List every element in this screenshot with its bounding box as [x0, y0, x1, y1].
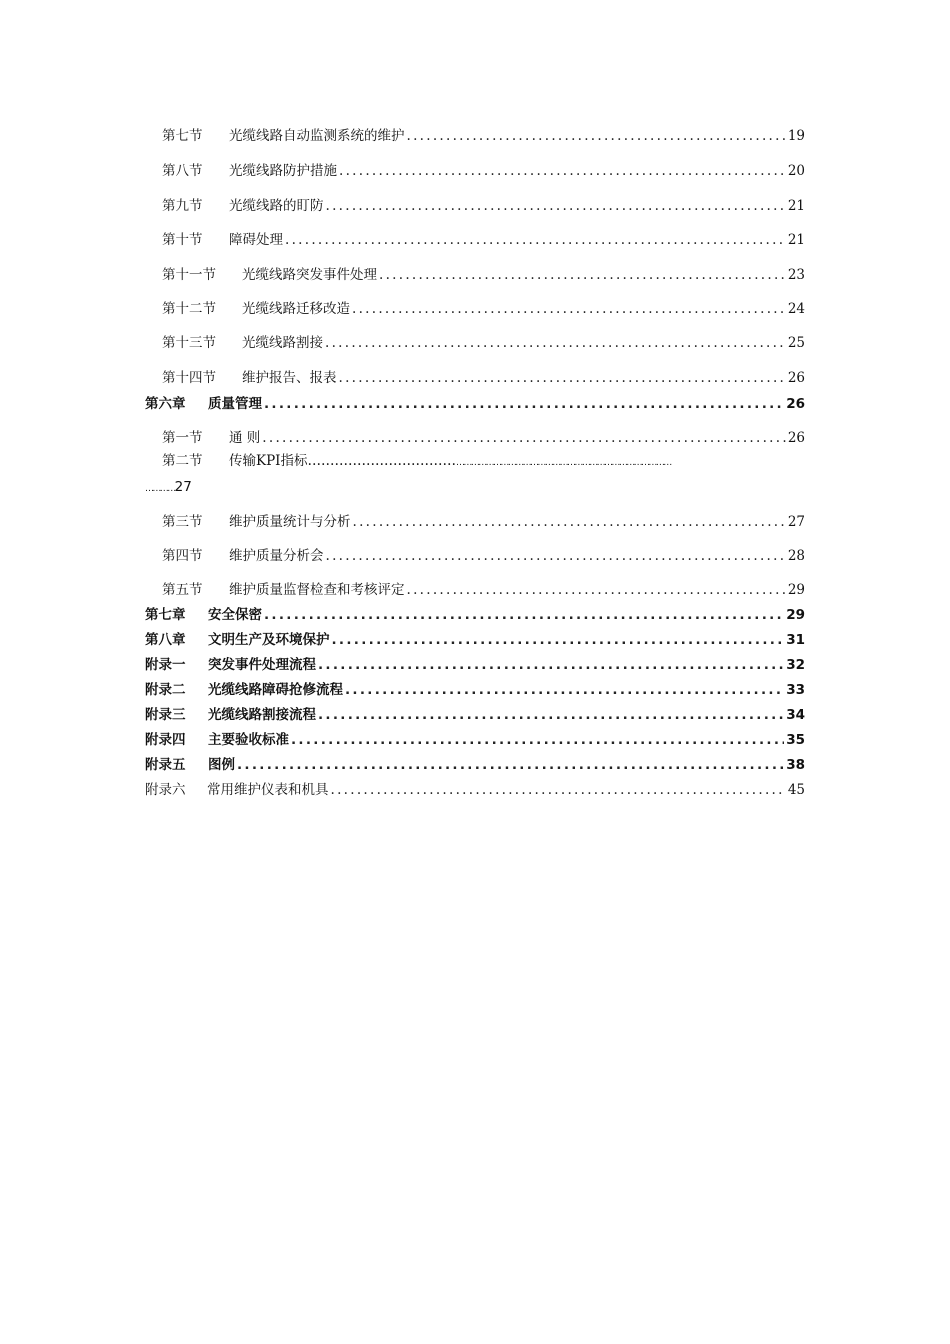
toc-entry-title: 光缆线路割接流程	[208, 707, 316, 723]
toc-entry-leader	[325, 334, 786, 352]
toc-entry-page: 35	[786, 732, 805, 748]
toc-entry-kpi-continued[interactable]	[145, 478, 192, 498]
toc-entry-title: 维护质量监督检查和考核评定	[229, 582, 405, 598]
toc-entry[interactable]	[162, 266, 805, 284]
toc-entry[interactable]	[162, 547, 805, 565]
toc-entry-number: 附录六	[145, 782, 186, 798]
toc-entry-leader-dense: …………	[145, 484, 175, 494]
toc-entry-page: 23	[787, 267, 805, 283]
toc-entry-title: 维护质量统计与分析	[229, 514, 351, 530]
toc-entry-leader	[352, 300, 786, 318]
toc-entry-title: 图例	[208, 757, 235, 773]
toc-entry-title: 光缆线路自动监测系统的维护	[229, 128, 405, 144]
toc-entry-leader	[291, 731, 784, 749]
toc-entry-title: 通 则	[229, 430, 261, 446]
toc-entry-title: 维护质量分析会	[229, 548, 324, 564]
toc-entry-page: 26	[786, 396, 805, 412]
toc-entry-leader: ……………………………	[307, 453, 457, 469]
toc-entry[interactable]	[145, 731, 805, 749]
toc-entry-number: 第十一节	[162, 267, 216, 283]
toc-entry-leader	[237, 756, 784, 774]
toc-entry-page: 20	[787, 163, 805, 179]
toc-entry-page: 33	[786, 682, 805, 698]
toc-entry-page: 27	[787, 514, 805, 530]
toc-entry-title: 障碍处理	[229, 232, 283, 248]
toc-entry-number: 第十三节	[162, 335, 216, 351]
toc-entry-number: 第四节	[162, 548, 203, 564]
toc-entry-number: 第二节	[162, 453, 203, 469]
toc-entry-number: 第六章	[145, 396, 186, 412]
toc-entry-leader	[339, 369, 786, 387]
toc-entry-page: 25	[787, 335, 805, 351]
toc-entry[interactable]	[162, 334, 805, 352]
toc-entry[interactable]	[145, 606, 805, 624]
toc-entry[interactable]	[162, 300, 805, 318]
toc-entry-leader	[332, 631, 785, 649]
toc-entry-page: 29	[786, 607, 805, 623]
toc-entry-title: 质量管理	[208, 396, 262, 412]
toc-entry-page: 26	[787, 370, 805, 386]
toc-entry-page: 38	[786, 757, 805, 773]
toc-entry-kpi[interactable]	[162, 452, 812, 472]
toc-entry[interactable]	[162, 231, 805, 249]
toc-entry-page: 32	[786, 657, 805, 673]
toc-entry-number: 附录三	[145, 707, 186, 723]
toc-entry[interactable]	[162, 513, 805, 531]
toc-entry[interactable]	[145, 706, 805, 724]
toc-entry-leader	[285, 231, 786, 249]
toc-entry-number: 第八章	[145, 632, 186, 648]
toc-entry[interactable]	[162, 197, 805, 215]
toc-entry-title: 光缆线路突发事件处理	[242, 267, 377, 283]
toc-entry-title: 光缆线路迁移改造	[242, 301, 350, 317]
toc-entry-page: 28	[787, 548, 805, 564]
toc-entry-title: 传输KPI指标	[229, 453, 308, 469]
toc-entry-leader	[318, 706, 784, 724]
toc-entry-title: 光缆线路的盯防	[229, 198, 324, 214]
toc-entry-number: 第一节	[162, 430, 203, 446]
toc-entry-title: 突发事件处理流程	[208, 657, 316, 673]
toc-entry-number: 附录五	[145, 757, 186, 773]
toc-entry[interactable]	[145, 395, 805, 413]
toc-entry[interactable]	[145, 756, 805, 774]
toc-entry-title: 维护报告、报表	[242, 370, 337, 386]
toc-entry-title: 安全保密	[208, 607, 262, 623]
toc-entry[interactable]	[162, 369, 805, 387]
toc-entry-number: 第三节	[162, 514, 203, 530]
toc-entry-page: 19	[787, 128, 805, 144]
toc-entry-leader	[407, 127, 786, 145]
toc-entry[interactable]	[145, 681, 805, 699]
toc-entry-leader-dense: ……………………………………………………………………………	[456, 458, 671, 468]
toc-entry-number: 附录四	[145, 732, 186, 748]
toc-entry-number: 第十二节	[162, 301, 216, 317]
toc-entry-number: 附录二	[145, 682, 186, 698]
toc-entry-number: 第五节	[162, 582, 203, 598]
toc-entry-title: 文明生产及环境保护	[208, 632, 330, 648]
toc-entry-leader	[318, 656, 784, 674]
toc-entry-leader	[345, 681, 784, 699]
toc-entry[interactable]	[162, 127, 805, 145]
toc-entry-leader	[379, 266, 786, 284]
toc-entry[interactable]	[145, 656, 805, 674]
toc-entry-leader	[326, 547, 786, 565]
toc-entry[interactable]	[145, 781, 805, 799]
toc-entry-number: 第八节	[162, 163, 203, 179]
toc-entry-leader	[326, 197, 786, 215]
toc-entry[interactable]	[162, 429, 805, 447]
toc-entry-page: 31	[786, 632, 805, 648]
toc-entry-title: 光缆线路割接	[242, 335, 323, 351]
toc-entry-leader	[353, 513, 786, 531]
toc-entry[interactable]	[162, 581, 805, 599]
toc-entry-title: 常用维护仪表和机具	[207, 782, 329, 798]
toc-entry-page: 29	[787, 582, 805, 598]
toc-entry[interactable]	[145, 631, 805, 649]
toc-entry-number: 第十节	[162, 232, 203, 248]
toc-entry-title: 光缆线路防护措施	[229, 163, 337, 179]
toc-entry-page: 45	[787, 782, 805, 798]
toc-entry-number: 附录一	[145, 657, 186, 673]
toc-entry-title: 光缆线路障碍抢修流程	[208, 682, 343, 698]
toc-entry-leader	[264, 606, 784, 624]
toc-entry-leader	[331, 781, 786, 799]
toc-entry-page: 26	[787, 430, 805, 446]
toc-entry-number: 第七节	[162, 128, 203, 144]
toc-entry-number: 第七章	[145, 607, 186, 623]
toc-entry-page: 24	[787, 301, 805, 317]
toc-entry-page: 21	[787, 198, 805, 214]
toc-entry-leader	[407, 581, 786, 599]
toc-entry-leader	[339, 162, 786, 180]
toc-entry-number: 第十四节	[162, 370, 216, 386]
toc-entry-page: 21	[787, 232, 805, 248]
toc-entry-leader	[264, 395, 784, 413]
toc-entry-number: 第九节	[162, 198, 203, 214]
toc-entry-leader	[262, 429, 786, 447]
toc-entry-page: 34	[786, 707, 805, 723]
toc-entry-page: 27	[174, 479, 192, 495]
toc-entry-title: 主要验收标准	[208, 732, 289, 748]
toc-entry[interactable]	[162, 162, 805, 180]
